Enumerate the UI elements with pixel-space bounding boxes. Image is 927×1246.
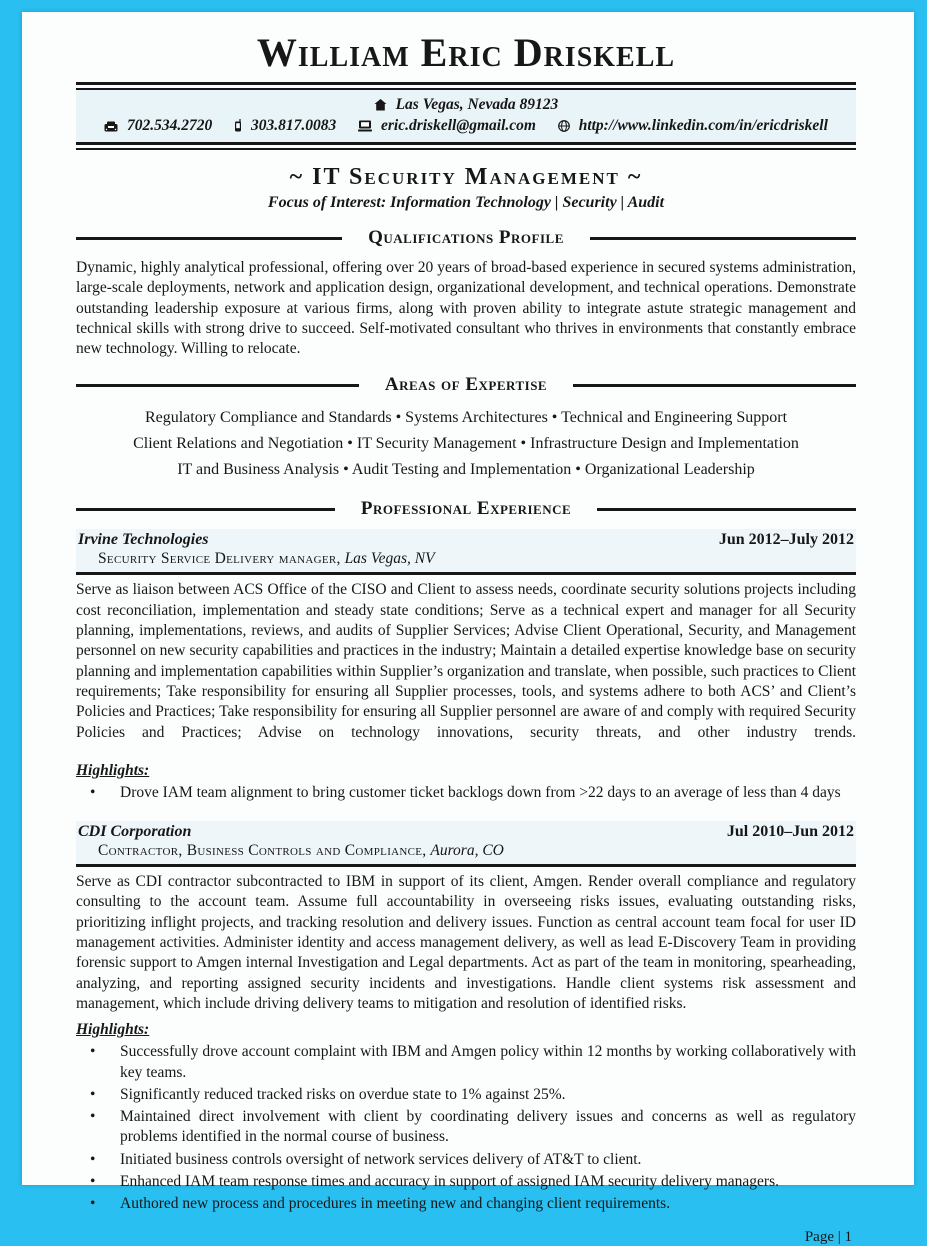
section-title: Areas of Expertise	[384, 374, 548, 396]
mobile-item	[234, 117, 340, 134]
expertise-row: Client Relations and Negotiation • IT Security Management • Infrastructure Design and Implementation	[133, 435, 799, 453]
mobile-phone-icon	[234, 119, 242, 132]
contact-details-line	[76, 115, 856, 136]
highlights-label: Highlights:	[76, 761, 150, 779]
website-url: http://www.linkedin.com/in/ericdriskell	[578, 117, 828, 134]
heading-rule-left	[76, 237, 342, 240]
mobile-number: 303.817.0083	[250, 117, 337, 134]
job-location: Las Vegas, NV	[344, 550, 435, 568]
job-title: Contractor, Business Controls and Compliance,	[98, 842, 427, 860]
section-title: Qualifications Profile	[368, 227, 564, 248]
expertise-row: IT and Business Analysis • Audit Testing and Implementation • Organizational Leadership	[177, 461, 755, 479]
job-location: Aurora, CO	[430, 842, 504, 860]
email-address: eric.driskell@gmail.com	[380, 117, 536, 134]
contact-band	[76, 90, 856, 142]
candidate-name: William Eric Driskell	[256, 30, 676, 75]
headline: ~ IT Security Management ~	[289, 164, 643, 190]
job-header	[76, 821, 856, 867]
job-summary: Serve as liaison between ACS Office of the CISO and Client to assess needs, coordinate security solutions projects including cost reconciliation, implementation and steady state conditions; Serve as a technical expert and manager for all Security planning, implementations, reviews, and audits of Supplier Services; Advise Client Operational, Security, and Management personnel on new security capabilities and practices in the industry; Maintain a detailed expertise knowledge base on security planning and implementation capabilities within Supplier’s organization and translate, when possible, such practices to Client requirements; Take responsibility for ensuring all Supplier processes, tools, and systems adhere to both ACS’ and Client’s Policies and Practices; Take responsibility for ensuring all Supplier personnel are aware of and comply with required Security Policies and Practices; Advise on technology innovations, security threats, and other industry trends.	[76, 581, 856, 741]
highlight-item: • Significantly reduced tracked risks on overdue state to 1% against 25%.	[76, 1085, 856, 1105]
job-header	[76, 529, 856, 575]
job-entry-cdi	[76, 821, 856, 1214]
globe-icon	[558, 120, 570, 132]
highlight-item: • Enhanced IAM team response times and accuracy in support of assigned IAM security delivery managers.	[76, 1172, 856, 1192]
section-title: Professional Experience	[360, 498, 572, 520]
highlight-item: • Initiated business controls oversight of network services delivery of AT&T to client.	[76, 1150, 856, 1170]
phone-item	[104, 117, 216, 134]
expertise-list	[76, 405, 856, 483]
section-heading-qualifications	[76, 227, 856, 249]
job-dates: Jun 2012–July 2012	[718, 531, 854, 549]
page-number: Page | 1	[804, 1228, 852, 1245]
website-item	[558, 117, 828, 134]
highlights-label: Highlights:	[76, 1021, 150, 1039]
highlight-item: • Authored new process and procedures in meeting new and changing client requirements.	[76, 1194, 856, 1214]
highlight-item: • Maintained direct involvement with client by coordinating delivery issues and concerns as well as regulatory problems identified in the normal course of business.	[76, 1107, 856, 1148]
address-text: Las Vegas, Nevada 89123	[395, 96, 559, 113]
focus-label: Focus of Interest:	[267, 194, 387, 211]
email-item	[358, 117, 540, 134]
highlight-item: • Successfully drove account complaint with IBM and Amgen policy within 12 months by working collaboratively with key teams.	[76, 1042, 856, 1083]
heading-rule-right	[573, 384, 856, 387]
computer-email-icon	[358, 120, 372, 132]
phone-icon	[104, 121, 118, 132]
job-dates: Jul 2010–Jun 2012	[726, 823, 854, 841]
highlights-list	[76, 783, 856, 803]
heading-rule-left	[76, 384, 359, 387]
resume-page	[22, 12, 914, 1245]
address-item	[374, 96, 559, 113]
focus-line	[76, 194, 856, 212]
job-title: Security Service Delivery manager,	[98, 550, 341, 568]
company-name: Irvine Technologies	[78, 531, 209, 549]
heading-rule-right	[597, 508, 856, 511]
contact-address-line	[76, 94, 856, 115]
job-entry-irvine	[76, 529, 856, 803]
highlight-item: • Drove IAM team alignment to bring customer ticket backlogs down from >22 days to an average of less than 4 days	[76, 783, 856, 803]
heading-rule-left	[76, 508, 335, 511]
section-heading-expertise	[76, 374, 856, 396]
header-top-rule	[76, 82, 856, 90]
company-name: CDI Corporation	[78, 823, 192, 841]
phone-number: 702.534.2720	[126, 117, 213, 134]
focus-text: Information Technology | Security | Audit	[390, 194, 665, 211]
qualifications-paragraph: Dynamic, highly analytical professional, offering over 20 years of broad-based experience in secured systems administration, large-scale deployments, network and application design, organizational development, and technical operations. Demonstrate outstanding leadership exposure at various firms, along with proven ability to integrate astute strategic management and technical skills with strong drive to succeed. Self-motivated consultant who thrives in environments that constantly embrace new technology. Willing to relocate.	[76, 259, 856, 358]
header-bottom-rule	[76, 142, 856, 150]
highlights-list	[76, 1042, 856, 1214]
home-icon	[374, 99, 387, 111]
expertise-row: Regulatory Compliance and Standards • Systems Architectures • Technical and Engineering Support	[144, 409, 788, 427]
heading-rule-right	[590, 237, 856, 240]
job-summary: Serve as CDI contractor subcontracted to IBM in support of its client, Amgen. Render overall compliance and regulatory consulting to the account team. Assume full accountability in overseeing risks issues, evaluating outstanding risks, prioritizing inflight projects, and tracking resolution and delivery issues. Function as central account team focal for user ID management activities. Administer identity and access management delivery, as well as lead E-Discovery Team in providing forensic support to Amgen internal Investigation and Legal departments. Act as part of the team in monitoring, spearheading, analyzing, and reporting assigned security incidents and investigations. Handle client systems risk assessment and management, which include driving delivery teams to mitigation and resolution of identified risks.	[76, 873, 856, 1012]
section-heading-experience	[76, 498, 856, 520]
